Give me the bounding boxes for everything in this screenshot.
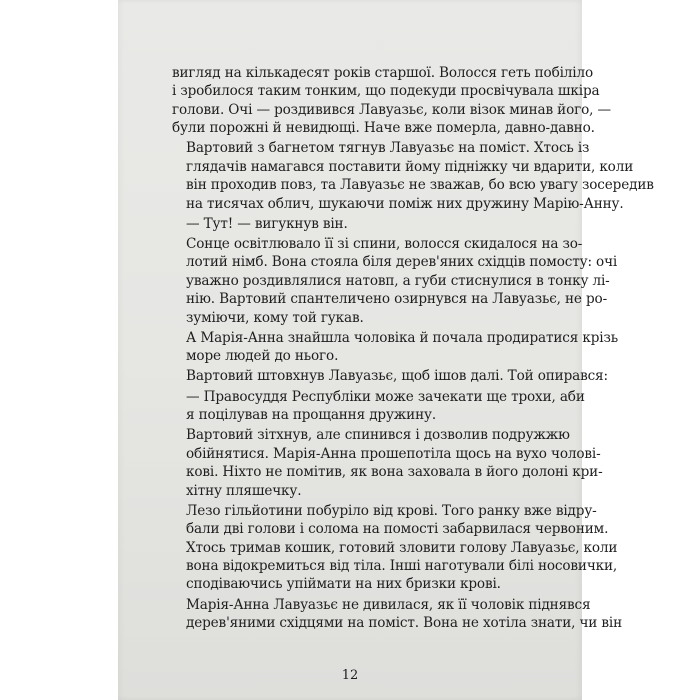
text-line: дерев'яними східцями на поміст. Вона не хотіла знати, чи він bbox=[186, 614, 622, 631]
text-line: море людей до нього. bbox=[186, 348, 339, 365]
text-line: були порожні й невидющі. Наче вже померла, давно-давно. bbox=[172, 120, 595, 137]
page-number: 12 bbox=[341, 668, 359, 683]
paragraph bbox=[172, 235, 618, 327]
text-line: А Марія-Анна знайшла чоловіка й почала продиратися крізь bbox=[186, 329, 618, 346]
paragraph bbox=[172, 367, 608, 385]
text-line: глядачів намагався поставити йому підніжку чи вдарити, коли bbox=[186, 158, 634, 175]
text-line: Хтось тримав кошик, готовий зловити голову Лавуазьє, коли bbox=[186, 539, 618, 556]
text-line: — Тут! — вигукнув він. bbox=[186, 215, 348, 232]
text-line: — Правосуддя Республіки може зачекати ще трохи, аби bbox=[186, 388, 585, 405]
text-line: Вартовий штовхнув Лавуазьє, щоб ішов далі. Той опирався: bbox=[186, 368, 608, 385]
book-page bbox=[118, 0, 654, 700]
text-line: голови. Очі — роздивився Лавуазьє, коли візок минав його, — bbox=[172, 101, 611, 118]
text-line: бали дві голови і солома на помості забарвилася червоним. bbox=[186, 521, 609, 538]
text-line: Вартовий з багнетом тягнув Лавуазьє на поміст. Хтось із bbox=[186, 140, 590, 157]
text-line: я поцілував на прощання дружину. bbox=[186, 407, 437, 424]
text-line: нію. Вартовий спантеличено озирнувся на Лавуазьє, не ро- bbox=[186, 291, 608, 308]
paragraph bbox=[172, 64, 611, 138]
text-line: кові. Ніхто не помітив, як вона заховала в його долоні кри- bbox=[186, 464, 603, 481]
body-text bbox=[172, 64, 654, 634]
text-line: вона відокремиться від тіла. Інші наготували білі носовички, bbox=[186, 557, 618, 574]
text-line: вигляд на кількадесят років старшої. Волосся геть побіліло bbox=[172, 65, 594, 81]
text-line: він проходив повз, та Лавуазьє не зважав, бо всю увагу зосередив bbox=[186, 177, 654, 194]
paragraph bbox=[172, 139, 654, 213]
text-line: Марія-Анна Лавуазьє не дивилася, як її чоловік піднявся bbox=[186, 596, 591, 613]
paragraph bbox=[172, 388, 585, 425]
text-line: зуміючи, кому той гукав. bbox=[186, 309, 364, 326]
text-line: лотий німб. Вона стояла біля дерев'яних східців помосту: очі bbox=[186, 254, 618, 271]
text-line: обійнятися. Марія-Анна прошепотіла щось на вухо чолові- bbox=[186, 445, 601, 462]
paragraph bbox=[172, 329, 618, 366]
text-line: хітну пляшечку. bbox=[186, 482, 302, 499]
paragraph bbox=[172, 502, 618, 594]
text-line: і зробилося таким тонким, що подекуди просвічувала шкіра bbox=[172, 83, 600, 100]
text-line: Сонце освітлювало її зі спини, волосся скидалося на зо- bbox=[186, 236, 583, 253]
paragraph bbox=[172, 596, 622, 633]
text-line: сподіваючись упіймати на них бризки крові. bbox=[186, 576, 501, 593]
text-line: Вартовий зітхнув, але спинився і дозволив подружжю bbox=[186, 427, 570, 444]
text-line: на тисячах облич, шукаючи поміж них дружину Марію-Анну. bbox=[186, 195, 624, 212]
text-line: Лезо гільйотини побуріло від крові. Того ранку вже відру- bbox=[186, 502, 597, 519]
text-line: уважно роздивлялися натовп, а губи стиснулися в тонку лі- bbox=[186, 272, 610, 289]
paragraph bbox=[172, 215, 552, 233]
paragraph bbox=[172, 426, 603, 500]
